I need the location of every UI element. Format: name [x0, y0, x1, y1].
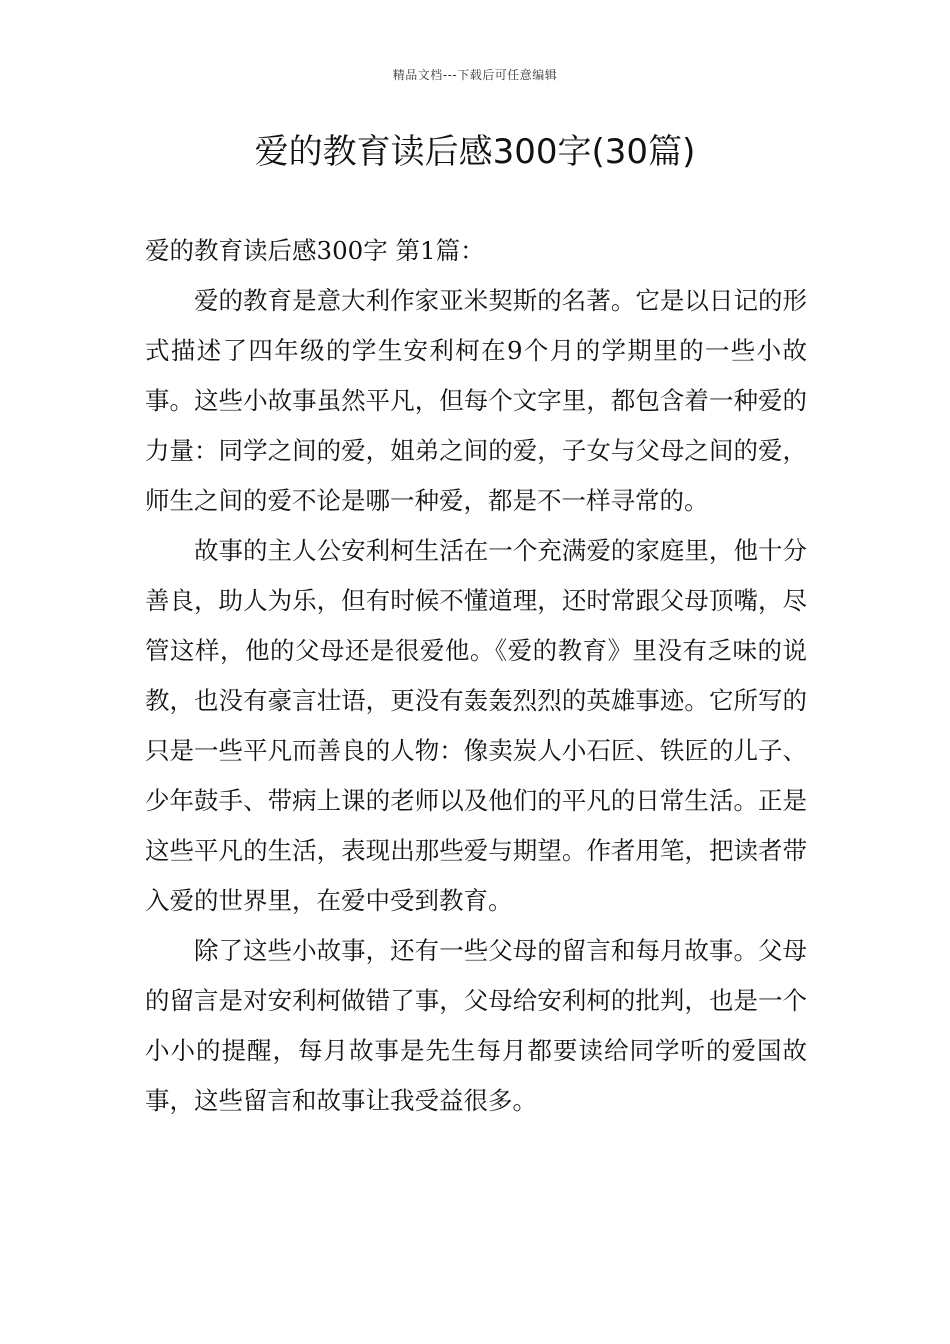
paragraph-2: 故事的主人公安利柯生活在一个充满爱的家庭里，他十分善良，助人为乐，但有时候不懂道理，还时常跟父母顶嘴，尽管这样，他的父母还是很爱他。《爱的教育》里没有乏味的说教，也没有豪言壮语，更没有轰轰烈烈的英雄事迹。它所写的只是一些平凡而善良的人物：像卖炭人小石匠、铁匠的儿子、少年鼓手、带病上课的老师以及他们的平凡的日常生活。正是这些平凡的生活，表现出那些爱与期望。作者用笔，把读者带入爱的世界里，在爱中受到教育。	[145, 536, 807, 915]
section-heading: 爱的教育读后感300字 第1篇：	[145, 236, 485, 265]
document-title: 爱的教育读后感300字(30篇)	[254, 132, 696, 172]
paragraph-3: 除了这些小故事，还有一些父母的留言和每月故事。父母的留言是对安利柯做错了事，父母给安利柯的批判，也是一个小小的提醒，每月故事是先生每月都要读给同学听的爱国故事，这些留言和故事让我受益很多。	[145, 936, 807, 1115]
paragraph-1: 爱的教育是意大利作家亚米契斯的名著。它是以日记的形式描述了四年级的学生安利柯在9个月的学期里的一些小故事。这些小故事虽然平凡，但每个文字里，都包含着一种爱的力量：同学之间的爱，姐弟之间的爱，子女与父母之间的爱，师生之间的爱不论是哪一种爱，都是不一样寻常的。	[145, 286, 807, 515]
header-note: 精品文档---下载后可任意编辑	[392, 68, 558, 82]
document-body	[145, 226, 807, 1126]
